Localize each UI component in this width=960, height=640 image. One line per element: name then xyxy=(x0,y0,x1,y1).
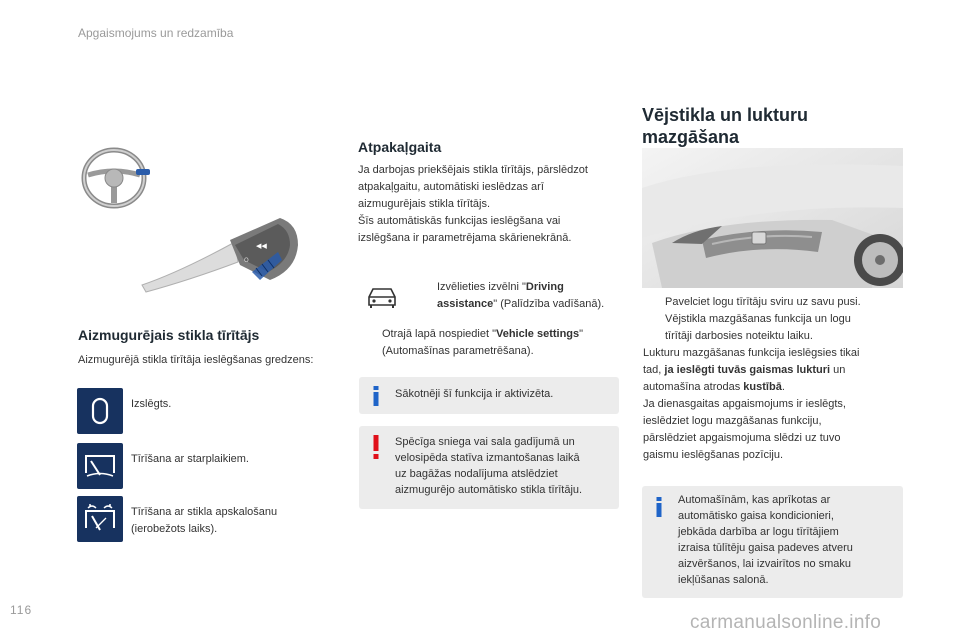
washer-text: un xyxy=(830,364,846,376)
info-icon xyxy=(371,385,381,407)
page-number: 116 xyxy=(10,603,33,617)
warning-line: aizmugurējo automātisko stikla tīrītāju. xyxy=(395,484,583,496)
warning-note-snow xyxy=(359,426,619,509)
wiper-intermittent-label: Tīrīšana ar starplaikiem. xyxy=(131,453,249,465)
washer-title-line1: Vējstikla un lukturu xyxy=(642,105,809,125)
info-note-text: Sākotnēji šī funkcija ir aktivizēta. xyxy=(395,388,554,400)
washer-line: Lukturu mazgāšanas funkcija ieslēgsies tikai xyxy=(643,347,860,359)
step2-post: " xyxy=(579,328,584,340)
info-line: iekļūšanas salonā. xyxy=(678,574,769,586)
reverse-title: Atpakaļgaita xyxy=(358,139,442,155)
step2-line2: (Automašīnas parametrēšana). xyxy=(382,345,534,357)
rear-wiper-title: Aizmugurējais stikla tīrītājs xyxy=(78,327,260,343)
car-settings-icon xyxy=(364,283,400,309)
washer-text: . xyxy=(781,381,785,393)
warning-line: Spēcīga sniega vai sala gadījumā un xyxy=(395,436,575,448)
step1-bold2: assistance xyxy=(437,298,494,310)
step2-bold: Vehicle settings xyxy=(495,328,580,340)
washer-line: Ja dienasgaitas apgaismojums ir ieslēgts, xyxy=(643,398,846,410)
steering-wheel-illustration xyxy=(80,145,152,211)
warning-note-text xyxy=(395,434,611,498)
washer-line: pārslēdziet apgaismojuma slēdzi uz tuvo xyxy=(643,432,841,444)
step1-bold: Driving xyxy=(525,281,564,293)
step1-text: Izvēlieties izvēlni " xyxy=(437,281,526,293)
watermark: carmanualsonline.info xyxy=(690,612,882,633)
washer-bullet xyxy=(643,294,905,345)
info-line: izraisa tūlītēju gaisa padeves atveru xyxy=(678,542,853,554)
step2-text: Otrajā lapā nospiediet " xyxy=(382,328,496,340)
wiper-off-label: Izslēgts. xyxy=(131,398,172,410)
wipe-wash-icon xyxy=(77,496,123,542)
rear-wiper-intro: Aizmugurējā stikla tīrītāja ieslēgšanas gredzens: xyxy=(78,354,314,366)
bullet-marker xyxy=(360,326,382,343)
bullet-marker xyxy=(415,279,437,296)
washer-title xyxy=(642,104,808,148)
washer-bullet-line: tīrītāji darbosies noteiktu laiku. xyxy=(665,330,813,342)
reverse-line: Ja darbojas priekšējais stikla tīrītājs, pārslēdzot xyxy=(358,164,588,176)
warning-icon xyxy=(371,434,381,460)
car-front-photo xyxy=(642,148,903,288)
washer-paragraph xyxy=(643,345,905,464)
info-note-ac-text xyxy=(678,492,895,588)
off-ring-icon xyxy=(77,388,123,434)
info-line: Automašīnām, kas aprīkotas ar xyxy=(678,494,831,506)
info-note-default-active xyxy=(359,377,619,414)
info-icon xyxy=(654,496,664,518)
info-line: automātisko gaisa kondicionieri, xyxy=(678,510,834,522)
svg-text:◀◀: ◀◀ xyxy=(256,242,267,250)
reverse-text xyxy=(358,162,628,247)
warning-line: uz bagāžas nodalījuma atslēdziet xyxy=(395,468,558,480)
info-line: jebkāda darbība ar logu tīrītājiem xyxy=(678,526,839,538)
reverse-line: Šīs automātiskās funkcijas ieslēgšana vai xyxy=(358,215,561,227)
washer-line: gaismu ieslēgšanas pozīciju. xyxy=(643,449,784,461)
bullet-marker xyxy=(643,294,665,311)
warning-line: velosipēda statīva izmantošanas laikā xyxy=(395,452,580,464)
reverse-line: aizmugurējais stikla tīrītājs. xyxy=(358,198,491,210)
washer-bold: kustībā xyxy=(743,381,782,393)
wiper-wash-label-line1: Tīrīšana ar stikla apskalošanu xyxy=(131,506,278,518)
reverse-line: atpakaļgaitu, automātiski ieslēdzas arī xyxy=(358,181,544,193)
washer-bold: ja ieslēgti tuvās gaismas lukturi xyxy=(664,364,831,376)
info-line: aizvēršanos, lai izvairītos no smaku xyxy=(678,558,852,570)
washer-text: tad, xyxy=(643,364,665,376)
reverse-line: izslēgšana ir parametrējama skārienekrānā. xyxy=(358,232,572,244)
washer-bullet-line: Vējstikla mazgāšanas funkcija un logu xyxy=(665,313,851,325)
washer-title-line2: mazgāšana xyxy=(642,127,740,147)
step-driving-assistance xyxy=(415,279,630,313)
step1-post: " (Palīdzība vadīšanā). xyxy=(493,298,605,310)
washer-line: ieslēdziet logu mazgāšanas funkciju, xyxy=(643,415,822,427)
washer-text: automašīna atrodas xyxy=(643,381,744,393)
step-vehicle-settings xyxy=(360,326,630,360)
info-note-air-conditioning xyxy=(642,486,903,598)
wiper-stalk-illustration xyxy=(140,210,300,295)
svg-text:O: O xyxy=(244,257,249,264)
page-header: Apgaismojums un redzamība xyxy=(78,26,234,40)
intermittent-wiper-icon xyxy=(77,443,123,489)
wiper-wash-label-line2: (ierobežots laiks). xyxy=(131,523,218,535)
washer-bullet-line: Pavelciet logu tīrītāju sviru uz savu pusi. xyxy=(665,296,861,308)
